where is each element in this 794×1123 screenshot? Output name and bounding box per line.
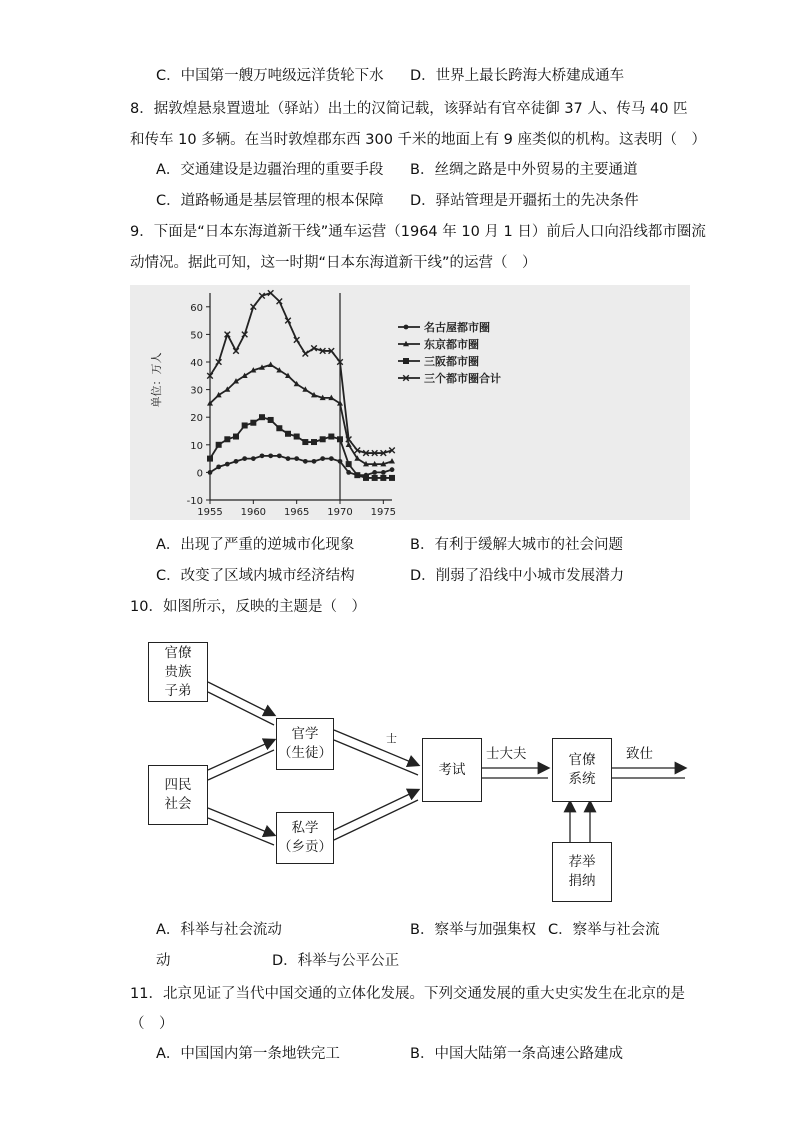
box-private-school-line2: （乡贡） <box>278 839 332 855</box>
arrow-sixue-to-exam <box>334 790 418 830</box>
box-recommend-donate-line2: 捐纳 <box>568 873 596 889</box>
series-2-point <box>294 434 300 440</box>
x-tick-label: 1975 <box>370 507 397 518</box>
series-2-point <box>224 436 230 442</box>
series-2-point <box>207 456 213 462</box>
y-tick-label: 50 <box>190 330 203 342</box>
q9-stem-line1: 9．下面是“日本东海道新干线”通车运营（1964 年 10 月 1 日）前后人口向沿线都市圈流 <box>130 224 706 240</box>
q10-option-b: B．察举与加强集权 <box>410 922 536 938</box>
legend-label-0: 名古屋都市圈 <box>424 321 490 334</box>
series-0-point <box>381 470 386 475</box>
q10-option-c: C．察举与社会流 <box>548 922 660 938</box>
x-tick-label: 1970 <box>327 507 353 518</box>
series-2-point <box>250 420 256 426</box>
box-four-classes <box>148 765 208 825</box>
series-2-point <box>346 461 352 467</box>
series-2-point <box>320 436 326 442</box>
box-recommend-donate <box>552 842 612 902</box>
q7-option-c: C．中国第一艘万吨级远洋货轮下水 <box>156 68 384 84</box>
series-0-point <box>242 456 247 461</box>
series-0-point <box>234 459 239 464</box>
x-tick-label: 1965 <box>283 507 310 518</box>
y-tick-label: 0 <box>196 468 203 480</box>
series-2-point <box>268 417 274 423</box>
series-0-point <box>346 470 351 475</box>
q9-option-b: B．有利于缓解大城市的社会问题 <box>410 537 623 553</box>
q7-option-d: D．世界上最长跨海大桥建成通车 <box>410 68 625 84</box>
series-1-point <box>389 458 395 463</box>
y-tick-label: 20 <box>190 413 203 425</box>
x-tick-label: 1960 <box>240 507 267 518</box>
series-line-3 <box>210 293 392 453</box>
q8-option-a: A．交通建设是边疆治理的重要手段 <box>156 162 384 178</box>
box-bureaucracy-line1: 官僚 <box>568 752 596 768</box>
legend-label-3: 三个都市圈合计 <box>424 372 501 385</box>
series-2-point <box>276 425 282 431</box>
series-0-point <box>260 453 265 458</box>
q10-option-a: A．科举与社会流动 <box>156 922 282 938</box>
legend-marker-0 <box>404 325 409 330</box>
q8-option-d: D．驿站管理是开疆拓土的先决条件 <box>410 193 639 209</box>
arrow-guanxue-to-exam-2 <box>334 740 418 775</box>
series-2-point <box>380 475 386 481</box>
series-0-point <box>268 453 273 458</box>
series-0-point <box>303 459 308 464</box>
legend-label-2: 三阪都市圈 <box>424 355 479 368</box>
box-four-classes-line1: 四民 <box>164 777 192 793</box>
series-0-point <box>225 462 230 467</box>
q8-option-b: B．丝绸之路是中外贸易的主要通道 <box>410 162 638 178</box>
q11-option-b: B．中国大陆第一条高速公路建成 <box>410 1046 623 1062</box>
series-2-point <box>372 475 378 481</box>
series-0-point <box>390 467 395 472</box>
series-2-point <box>363 475 369 481</box>
box-noble-children-line1: 官僚 <box>164 644 192 661</box>
series-0-point <box>208 470 213 475</box>
q10-option-c-wrap: 动 <box>156 953 171 969</box>
series-2-point <box>311 439 317 445</box>
series-3-point <box>303 351 309 357</box>
q8-stem-line1: 8．据敦煌悬泉置遗址（驿站）出土的汉简记载，该驿站有官卒徒御 37 人、传马 40 匹 <box>130 101 688 117</box>
legend-marker-2 <box>403 358 409 364</box>
series-0-point <box>320 456 325 461</box>
series-0-point <box>329 456 334 461</box>
series-2-point <box>242 422 248 428</box>
q11-option-a: A．中国国内第一条地铁完工 <box>156 1046 340 1062</box>
series-0-point <box>277 453 282 458</box>
box-noble-children <box>148 642 208 702</box>
x-tick-label: 1955 <box>197 507 223 518</box>
series-0-point <box>338 459 343 464</box>
q11-stem-line2: （ ） <box>130 1016 174 1032</box>
box-four-classes-line2: 社会 <box>164 796 192 812</box>
arrow-sixue-to-exam-2 <box>334 800 418 840</box>
series-0-point <box>286 456 291 461</box>
box-private-school-line1: 私学 <box>291 820 319 836</box>
q8-option-c: C．道路畅通是基层管理的根本保障 <box>156 193 384 209</box>
series-2-point <box>328 434 334 440</box>
y-tick-label: -10 <box>186 496 203 507</box>
series-2-point <box>233 434 239 440</box>
series-0-point <box>216 464 221 469</box>
box-exam <box>422 738 482 802</box>
y-tick-label: 10 <box>190 440 203 452</box>
q9-option-d: D．削弱了沿线中小城市发展潜力 <box>410 568 625 584</box>
series-0-point <box>294 456 299 461</box>
label-shi: 士 <box>386 732 397 745</box>
box-exam-label: 考试 <box>438 761 466 778</box>
box-official-school <box>276 718 334 770</box>
box-bureaucracy-line2: 系统 <box>568 771 596 787</box>
series-0-point <box>251 456 256 461</box>
q10-option-d: D．科举与公平公正 <box>272 953 400 969</box>
series-2-point <box>337 436 343 442</box>
series-line-2 <box>210 417 392 478</box>
q9-option-a: A．出现了严重的逆城市化现象 <box>156 537 355 553</box>
box-private-school <box>276 812 334 864</box>
series-0-point <box>372 470 377 475</box>
series-0-point <box>312 459 317 464</box>
y-tick-label: 40 <box>190 358 203 369</box>
series-2-point <box>216 442 222 448</box>
series-2-point <box>389 475 395 481</box>
y-tick-label: 30 <box>190 385 203 397</box>
y-tick-label: 60 <box>190 302 203 314</box>
series-2-point <box>285 431 291 437</box>
label-shidafu: 士大夫 <box>486 746 527 762</box>
series-2-point <box>354 472 360 478</box>
series-2-point <box>302 439 308 445</box>
q11-stem-line1: 11．北京见证了当代中国交通的立体化发展。下列交通发展的重大史实发生在北京的是 <box>130 986 685 1002</box>
arrow-guanxue-to-exam <box>334 730 418 765</box>
migration-chart <box>130 285 690 520</box>
box-bureaucracy <box>552 738 612 802</box>
series-3-point <box>233 348 239 354</box>
exam-flow-diagram <box>130 630 690 910</box>
y-axis-label: 单位：万人 <box>150 352 163 408</box>
box-official-school-line2: （生徒） <box>278 745 332 761</box>
q9-stem-line2: 动情况。据此可知，这一时期“日本东海道新干线”的运营（ ） <box>130 255 537 271</box>
q10-stem: 10．如图所示，反映的主题是（ ） <box>130 599 366 615</box>
series-1-point <box>268 362 274 367</box>
box-recommend-donate-line1: 荐举 <box>568 854 596 870</box>
label-zhishi: 致仕 <box>626 746 653 762</box>
arrow-box1-to-guanxue <box>208 682 274 715</box>
legend-label-1: 东京都市圈 <box>424 338 479 351</box>
migration-chart-svg <box>130 285 690 520</box>
box-official-school-line1: 官学 <box>291 726 319 742</box>
box-noble-children-line3: 子弟 <box>164 682 192 699</box>
series-line-1 <box>210 365 392 464</box>
q9-option-c: C．改变了区域内城市经济结构 <box>156 568 355 584</box>
box-noble-children-line2: 贵族 <box>164 663 192 680</box>
arrow-box1-to-guanxue-2 <box>208 692 274 725</box>
series-2-point <box>259 414 265 420</box>
q8-stem-line2: 和传车 10 多辆。在当时敦煌郡东西 300 千米的地面上有 9 座类似的机构。这表明（ ） <box>130 132 707 148</box>
